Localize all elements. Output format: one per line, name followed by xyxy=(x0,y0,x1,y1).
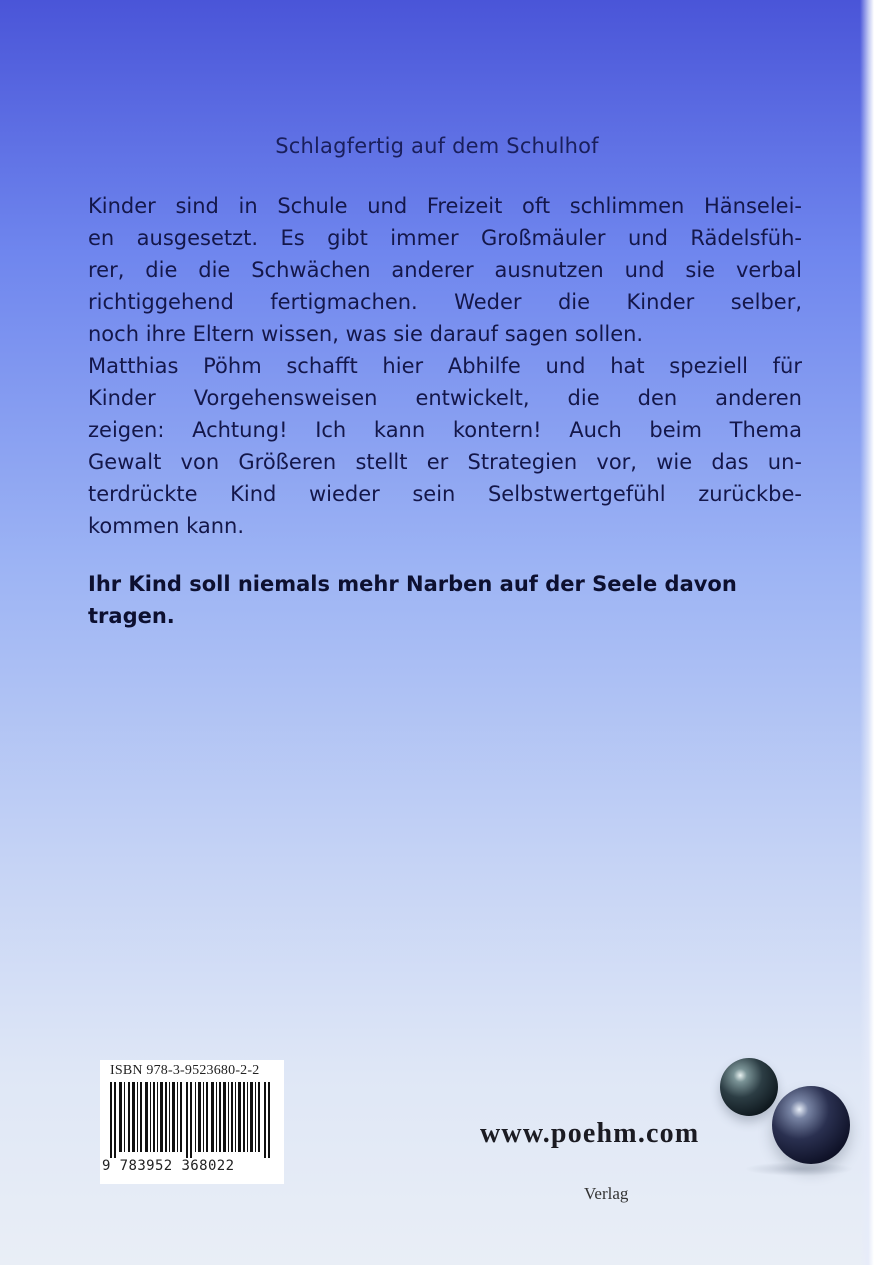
black-pearl-logo-large xyxy=(772,1086,850,1164)
emphasis-line: Ihr Kind soll niemals mehr Narben auf der Seele davon xyxy=(88,572,737,596)
blurb-line: en ausgesetzt. Es gibt immer Großmäuler und Rädelsfüh- xyxy=(88,226,802,250)
blurb-line: Matthias Pöhm schafft hier Abhilfe und hat speziell für xyxy=(88,354,802,378)
blurb-text xyxy=(88,190,802,542)
blurb-line: Kinder sind in Schule und Freizeit oft schlimmen Hänselei- xyxy=(88,194,802,218)
blurb-line: richtiggehend fertigmachen. Weder die Kinder selber, xyxy=(88,290,802,314)
page-edge xyxy=(860,0,874,1265)
publisher-url[interactable]: www.poehm.com xyxy=(480,1118,700,1149)
barcode-block xyxy=(100,1060,284,1184)
emphasis-text xyxy=(88,568,808,632)
blurb-line: zeigen: Achtung! Ich kann kontern! Auch beim Thema xyxy=(88,418,802,442)
emphasis-line: tragen. xyxy=(88,604,175,628)
isbn-label: ISBN 978-3-9523680-2-2 xyxy=(110,1063,260,1078)
black-pearl-logo-small xyxy=(720,1058,778,1116)
pearl-shadow xyxy=(744,1162,854,1176)
blurb-line: terdrückte Kind wieder sein Selbstwertgefühl zurückbe- xyxy=(88,482,802,506)
blurb-line: Kinder Vorgehensweisen entwickelt, die den anderen xyxy=(88,386,802,410)
blurb-line: rer, die die Schwächen anderer ausnutzen und sie verbal xyxy=(88,258,802,282)
barcode-digits: 9 783952 368022 xyxy=(102,1158,235,1174)
blurb-line: kommen kann. xyxy=(88,514,245,538)
blurb-line: Gewalt von Größeren stellt er Strategien vor, wie das un- xyxy=(88,450,802,474)
barcode-bars xyxy=(104,1082,280,1158)
blurb-line: noch ihre Eltern wissen, was sie darauf sagen sollen. xyxy=(88,322,644,346)
cover-heading: Schlagfertig auf dem Schulhof xyxy=(275,134,599,158)
publisher-label: Verlag xyxy=(584,1184,629,1203)
